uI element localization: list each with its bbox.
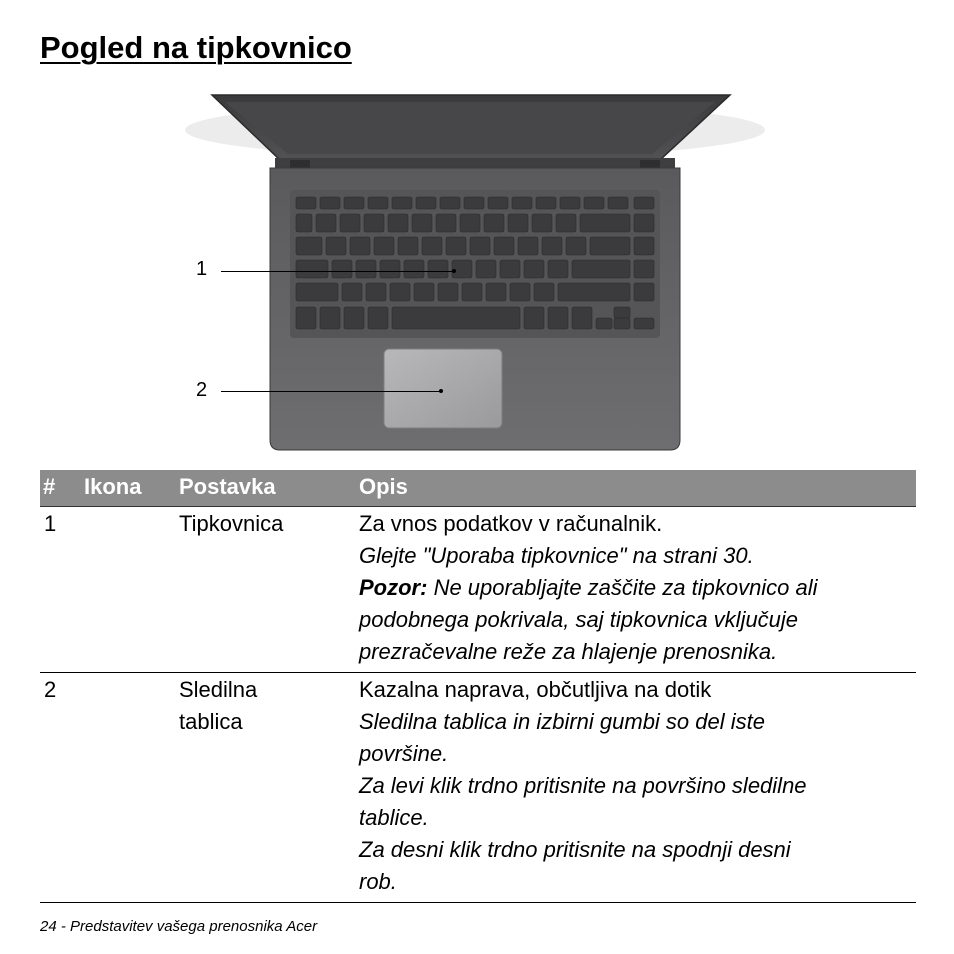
description-line: prezračevalne reže za hlajenje prenosnika. bbox=[359, 639, 778, 664]
callout-2-label: 2 bbox=[196, 379, 208, 401]
description-line: podobnega pokrivala, saj tipkovnica vključuje bbox=[359, 607, 799, 632]
description-line: Za desni klik trdno pritisnite na spodnji desni bbox=[359, 837, 791, 862]
row-item-line-1: Sledilna bbox=[179, 677, 258, 702]
description-line: površine. bbox=[359, 741, 449, 766]
row-number: 1 bbox=[44, 511, 57, 536]
callout-2-line bbox=[221, 391, 441, 392]
header-description: Opis bbox=[359, 474, 408, 499]
description-line: Sledilna tablica in izbirni gumbi so del iste bbox=[359, 709, 765, 734]
description-line: rob. bbox=[359, 869, 397, 894]
header-item: Postavka bbox=[179, 474, 276, 499]
description-line: Za levi klik trdno pritisnite na površino sledilne bbox=[359, 773, 807, 798]
description-line: tablice. bbox=[359, 805, 429, 830]
row-item: Tipkovnica bbox=[179, 511, 284, 536]
component-table bbox=[40, 470, 916, 903]
header-icon: Ikona bbox=[84, 474, 142, 499]
warning-text: Ne uporabljajte zaščite za tipkovnico ali bbox=[427, 575, 818, 600]
callout-1-line bbox=[221, 271, 454, 272]
warning-label: Pozor: bbox=[359, 575, 428, 600]
laptop-keyboard-illustration bbox=[180, 90, 770, 455]
page-title: Pogled na tipkovnico bbox=[40, 30, 352, 65]
row-description bbox=[359, 674, 916, 898]
table-row bbox=[40, 507, 916, 673]
row-number: 2 bbox=[44, 677, 57, 702]
header-number: # bbox=[43, 474, 56, 499]
table-header bbox=[40, 470, 916, 507]
callout-1-dot bbox=[452, 269, 456, 273]
callout-1-label: 1 bbox=[196, 258, 208, 280]
page-footer: 24 - Predstavitev vašega prenosnika Acer bbox=[40, 918, 318, 935]
table-row bbox=[40, 673, 916, 903]
description-line: Glejte "Uporaba tipkovnice" na strani 30. bbox=[359, 543, 754, 568]
row-description bbox=[359, 508, 916, 668]
description-line: Za vnos podatkov v računalnik. bbox=[359, 511, 663, 536]
callout-2-dot bbox=[439, 389, 443, 393]
description-line bbox=[359, 572, 916, 604]
row-item-line-2: tablica bbox=[179, 709, 243, 734]
description-line: Kazalna naprava, občutljiva na dotik bbox=[359, 677, 712, 702]
